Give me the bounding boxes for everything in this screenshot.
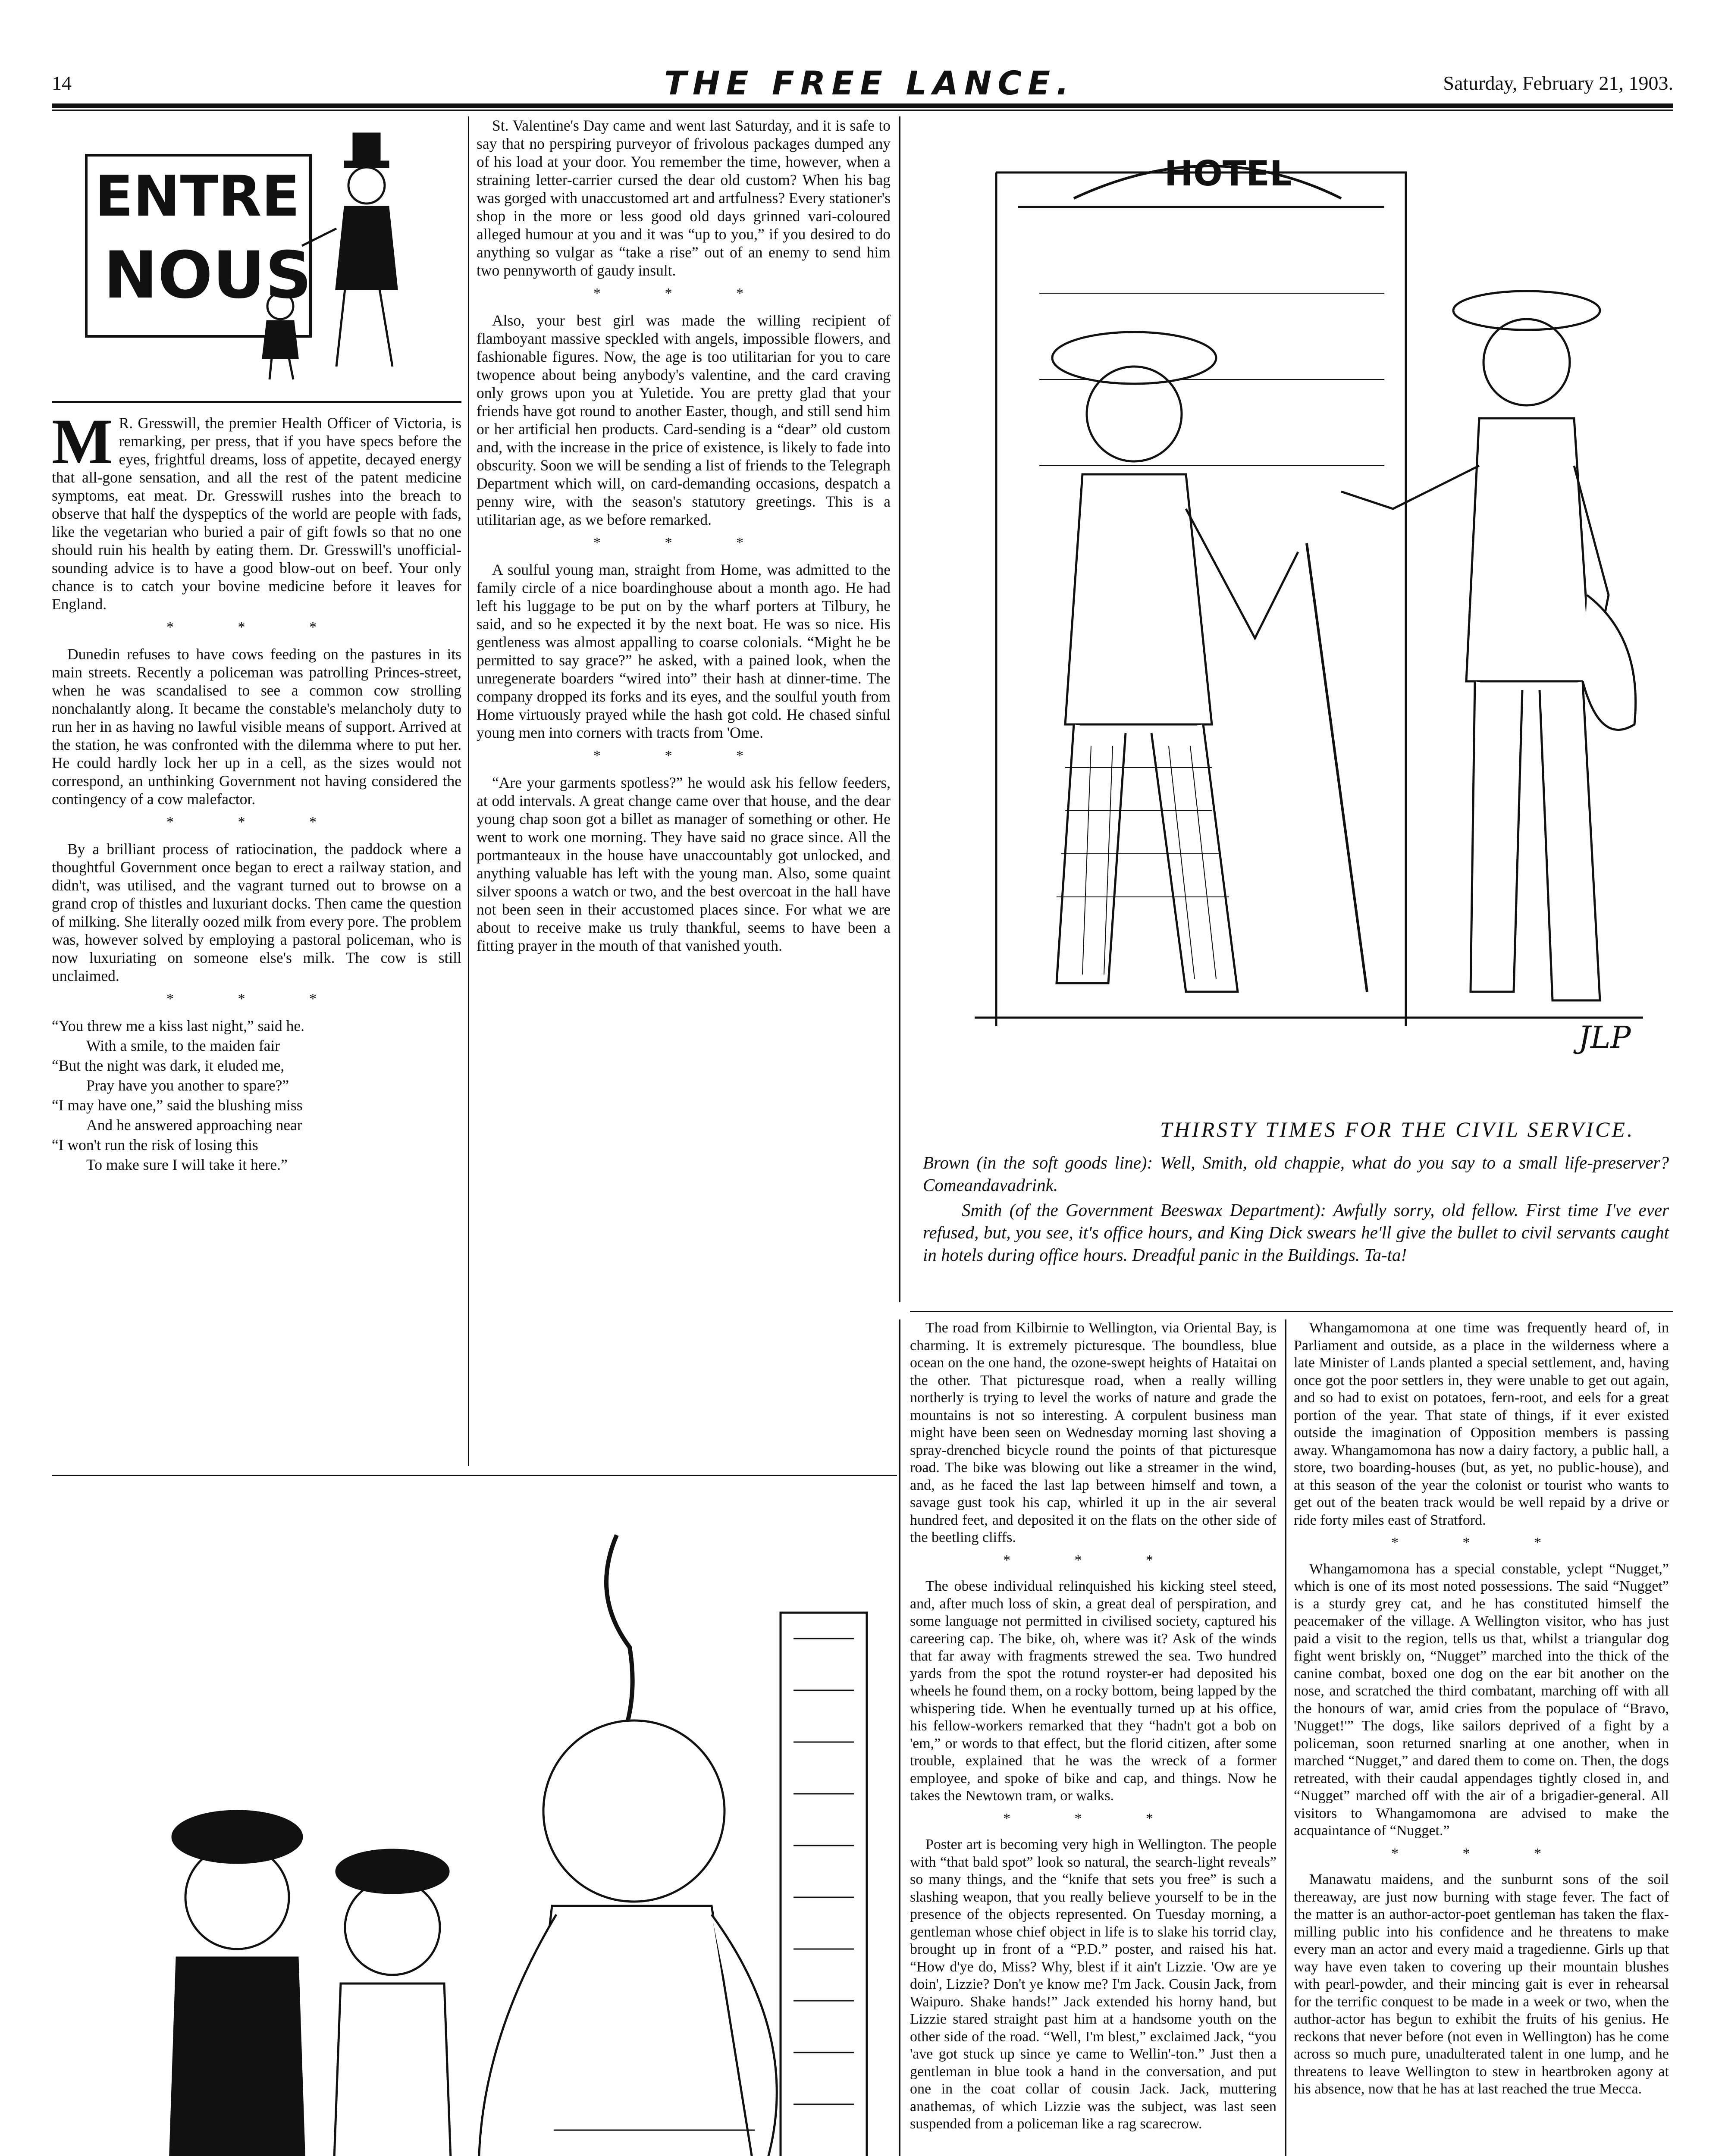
section-stars: * * * bbox=[593, 748, 774, 764]
column-4 bbox=[1294, 1319, 1669, 2156]
section-rule bbox=[910, 1311, 1673, 1312]
section-stars: * * * bbox=[593, 535, 774, 551]
logo-rule bbox=[52, 401, 461, 403]
verse-line: “I may have one,” said the blushing miss bbox=[52, 1097, 303, 1114]
section-stars: * * * bbox=[1391, 1845, 1571, 1861]
cartoon-top-caption-line1: Brown (in the soft goods line): Well, Smith, old chappie, what do you say to a small life-preserver? Comeandavadrink. bbox=[923, 1153, 1669, 1195]
artist-signature: JLP bbox=[1578, 1020, 1631, 1055]
column-divider bbox=[468, 116, 469, 1466]
article-obese-cyclist: The obese individual relinquished his kicking steel steed, and, after much loss of skin, a great deal of perspiration, and some language not permitted in civilised society, captured his careering cap. The bike, oh, where was it? Ask of the winds that far away with fragments strewed the sea. Two hundred yards from the spot the rotund royster-er had deposited his wheels he found them, on a rocky bottom, being lapped by the whispering tide. When he eventually turned up at his office, his fellow-workers remarked that they “hadn't got a bob on 'em,” or words to that effect, but the florid citizen, after some trouble, explained that he was the wreck of a former employee, and spoke of bike and cap, and things. Now he takes the Newtown tram, or walks. bbox=[910, 1578, 1276, 1804]
column-divider bbox=[1285, 1319, 1286, 2156]
article-poster-art: Poster art is becoming very high in Wellington. The people with “that bald spot” look so natural, the search-light reveals” so many things, and the “knife that sets you free” is such a slashing weapon, that you really believe yourself to be in the presence of the objects represented. On Tuesday morning, a gentleman whose chief object in life is to slake his torrid clay, brought up in front of a “P.D.” poster, and raised his hat. “How d'ye do, Miss? Why, blest if it ain't Lizzie. 'Ow are ye doin', Lizzie? Don't ye know me? I'm Jack. Cousin Jack, from Waipuro. Shake hands!” Jack extended his horny hand, but Lizzie stared straight past him at a handsome youth on the other side of the road. “Well, I'm blest,” exclaimed Jack, “you 'ave got stuck up since ye came to Wellin'-ton.” Just then a gentleman in blue took a hand in the conversation, and put one in the coat collar of cousin Jack. Jack, muttering anathemas, of which Lizzie was the subject, was last seen suspended from a policeman like a rag scarecrow. bbox=[910, 1836, 1276, 2132]
section-stars: * * * bbox=[166, 991, 347, 1007]
verse-line: With a smile, to the maiden fair bbox=[86, 1037, 280, 1054]
column-3 bbox=[910, 1319, 1276, 2156]
section-stars: * * * bbox=[166, 814, 347, 830]
cartoon-top-caption-line2: Smith (of the Government Beeswax Department): Awfully sorry, old fellow. First time I've ever refused, but, you see, it's office hours, and King Dick swears he'll give the bullet to civil servants caught in hotels during office hours. Dreadful panic in the Buildings. Ta-ta! bbox=[923, 1200, 1669, 1265]
logo-gentleman-figure bbox=[302, 134, 397, 367]
entre-nous-logo bbox=[78, 125, 448, 384]
kiss-verse bbox=[52, 1017, 461, 1174]
header-rule bbox=[52, 103, 1673, 108]
verse-line: And he answered approaching near bbox=[86, 1116, 302, 1134]
cartoon-thirsty-times bbox=[910, 121, 1673, 1104]
article-whangamomona: Whangamomona at one time was frequently heard of, in Parliament and outside, as a place in the wilderness where a late Minister of Lands planted a special settlement, and, having once got the poor settlers in, they were unable to get out again, and so had to exist on potatoes, fern-root, and eels for a great portion of the year. That state of things, if it ever existed outside the imagination of Opposition members is passing away. Whangamomona has now a dairy factory, a public hall, a store, two boarding-houses (but, as yet, no public-house), and at this season of the year the colonist or tourist who wants to get out of the beaten track would be well repaid by a drive or ride forty miles east of Stratford. bbox=[1294, 1320, 1669, 1528]
cartoon-thirsty-times-art bbox=[910, 121, 1673, 1104]
column-divider bbox=[899, 116, 900, 1302]
article-valentines: St. Valentine's Day came and went last Saturday, and it is safe to say that no perspiring purveyor of frivolous packages dumped any of his load at your door. You remember the time, however, when a straining letter-carrier cursed the dear old custom? When his bag was gorged with unaccustomed art and artfulness? Every stationer's shop in the more or less good old days grinned vari-coloured alleged humour at you and it was “up to you,” if you desired to do anything so vulgar as “take a rise” out of an enemy to send him two pennyworth of gaudy insult. bbox=[477, 117, 891, 279]
cartoon-consul-art bbox=[65, 1483, 884, 2156]
masthead-title: THE FREE LANCE. bbox=[664, 64, 1075, 102]
article-soulful-young-man: A soulful young man, straight from Home, was admitted to the family circle of a nice boardinghouse about a month ago. He had left his luggage to be put on by the wharf porters at Tilbury, he said, and so he expected it by the next boat. He was so nice. His gentleness was almost appalling to coarse colonials. “Might he be permitted to say grace?” he asked, with a pained look, when the unregenerate boarders “wired into” their hash at dinner-time. The company dropped its forks and its eyes, and the soulful youth from Home virtuously prayed while the hash got cold. He chased sinful young men into corners with tracts from 'Ome. bbox=[477, 561, 891, 741]
verse-line: “You threw me a kiss last night,” said he. bbox=[52, 1017, 305, 1034]
entre-nous-logo-art bbox=[78, 125, 448, 384]
logo-word-entre: ENTRE bbox=[95, 163, 300, 229]
section-stars: * * * bbox=[166, 619, 347, 635]
section-stars: * * * bbox=[1391, 1535, 1571, 1551]
cartoon-consul-for-china bbox=[65, 1483, 884, 2156]
article-manawatu-stage-fever: Manawatu maidens, and the sunburnt sons of the soil thereaway, are just now burning with stage fever. The fact of the matter is an author-actor-poet gentleman has taken the flax-milling public into his confidence and he threatens to make every man an actor and every maid a tragedienne. Girls up that way have even taken to covering up their mountain blushes with pearl-powder, and their mincing gait is ever in rehearsal for the terrific conquest to be made in a week or two, when the author-actor has begun to exhibit the fruits of his genius. He reckons that never before (not even in Wellington) has he come across so much pure, unadulterated talent in one lump, and he threatens to leave Wellington to stew in heartbroken agony at his absence, now that he has at last reached the true Mecca. bbox=[1294, 1871, 1669, 2097]
article-nugget-cat: Whangamomona has a special constable, yclept “Nugget,” which is one of its most noted possessions. The said “Nugget” is a sturdy grey cat, and he has constituted himself the peacemaker of the village. A Wellington visitor, who has just paid a visit to the region, tells us that, whilst a triangular dog fight went briskly on, “Nugget” marched into the thick of the canine combat, boxed one dog on the ear bit another on the nose, and scratched the third combatant, marching off with all the honours of war, amid cries from the populace of “Bravo, 'Nugget!'” The dogs, like sailors deprived of a fight by a policeman, soon returned snarling at one another, when in marched “Nugget,” and dared them to come on. Then, the dogs retreated, with their caudal appendages tightly closed in, and “Nugget” marched off with the air of a brigadier-general. All visitors to Whangamomona are advised to make the acquaintance of “Nugget.” bbox=[1294, 1561, 1669, 1839]
article-dunedin-cow: Dunedin refuses to have cows feeding on the pastures in its main streets. Recently a policeman was patrolling Princes-street, when he was scandalised to see a common cow strolling nonchalantly along. It became the constable's melancholy duty to run her in as having no lawful visible means of support. Arrived at the station, he was confronted with the dilemma where to put her. He could hardly lock her up in a cell, as the sizes would not correspond, an unthinking Government not having considered the contingency of a cow malefactor. bbox=[52, 646, 461, 808]
column-2 bbox=[477, 116, 891, 1466]
section-stars: * * * bbox=[593, 285, 774, 301]
drop-cap: M bbox=[52, 406, 113, 477]
header-rule-thin bbox=[52, 110, 1673, 111]
section-stars: * * * bbox=[1003, 1810, 1183, 1827]
hotel-sign: HOTEL bbox=[1164, 154, 1292, 194]
cartoon-top-caption-title: THIRSTY TIMES FOR THE CIVIL SERVICE. bbox=[1160, 1117, 1635, 1141]
section-stars: * * * bbox=[1003, 1552, 1183, 1568]
verse-line: Pray have you another to spare?” bbox=[86, 1077, 289, 1094]
issue-date: Saturday, February 21, 1903. bbox=[1443, 72, 1673, 94]
logo-word-nous: NOUS bbox=[104, 238, 312, 313]
article-cow-paddock: By a brilliant process of ratiocination, the paddock where a thoughtful Government once began to erect a railway station, and didn't, was utilised, and the vagrant turned out to browse on a grand crop of thistles and luxuriant docks. Then came the question of milking. She literally oozed milk from every pore. The problem was, however solved by employing a pastoral policeman, who is now luxuriating on someone else's milk. The cow is still unclaimed. bbox=[52, 840, 461, 984]
verse-line: To make sure I will take it here.” bbox=[86, 1156, 288, 1173]
section-rule bbox=[52, 1475, 897, 1476]
page-number: 14 bbox=[52, 72, 72, 94]
article-kilbirnie-road: The road from Kilbirnie to Wellington, via Oriental Bay, is charming. It is extremely picturesque. The boundless, blue ocean on the one hand, the ozone-swept heights of Hataitai on the other. That picturesque road, when a really willing northerly is trying to level the works of nature and grade the mountains is not so interesting. A corpulent business man might have been seen on Wednesday morning last shoving a spray-drenched bicycle round the points of that picturesque road. The bike was blowing out like a streamer in the wind, and, as he faced the last lap between himself and town, a savage gust took his cap, whirled it up in the air several hundred feet, and deposited it on the flats on the other side of the beetling cliffs. bbox=[910, 1320, 1276, 1545]
article-card-sending: Also, your best girl was made the willing recipient of flamboyant massive speckled with angels, impossible flowers, and fashionable figures. Now, the age is too utilitarian for you to care twopence about being anybody's valentine, and the card craving only grows upon you at Yuletide. You are pretty glad that your friends have got round to another Easter, though, and still send him or her artificial hen products. Card-sending is a “dear” old custom and, with the increase in the price of existence, is likely to fade into obscurity. Soon we will be sending a list of friends to the Telegraph Department which will, on card-demanding occasions, despatch a penny wire, with the season's statutory greetings. This is a utilitarian age, as we before remarked. bbox=[477, 312, 891, 528]
article-garments-spotless: “Are your garments spotless?” he would ask his fellow feeders, at odd intervals. A great change came over that house, and the dear young chap soon got a billet as manager of something or other. He went to work one morning. They have said no grace since. All the portmanteaux in the house have unaccountably got unlocked, and anything valuable has left with the young man. Also, some quaint silver spoons a watch or two, and the best overcoat in the hall have not been seen in their accustomed places since. For what we are about to receive make us truly thankful, seems to have been a fitting prayer in the mouth of that vanished youth. bbox=[477, 774, 891, 954]
column-divider bbox=[899, 1319, 900, 2156]
verse-line: “But the night was dark, it eluded me, bbox=[52, 1057, 285, 1074]
verse-line: “I won't run the risk of losing this bbox=[52, 1136, 258, 1153]
article-dyspepsia bbox=[52, 406, 461, 613]
column-1 bbox=[52, 406, 461, 1466]
article-dyspepsia-text: R. Gresswill, the premier Health Officer of Victoria, is remarking, per press, that if you have specs before the eyes, frightful dreams, loss of appetite, decayed energy that all-gone sensation, and all the rest of the patent medicine symptoms, eat meat. Dr. Gresswill rushes into the breach to observe that half the dyspeptics of the world are people with fads, like the vegetarian who buried a pair of gift fowls so that no one should ruin his health by eating them. Dr. Gresswill's unofficial-sounding advice is to have a good blow-out on beef. Your only chance is to catch your bovine medicine before it leaves for England. bbox=[52, 414, 461, 613]
